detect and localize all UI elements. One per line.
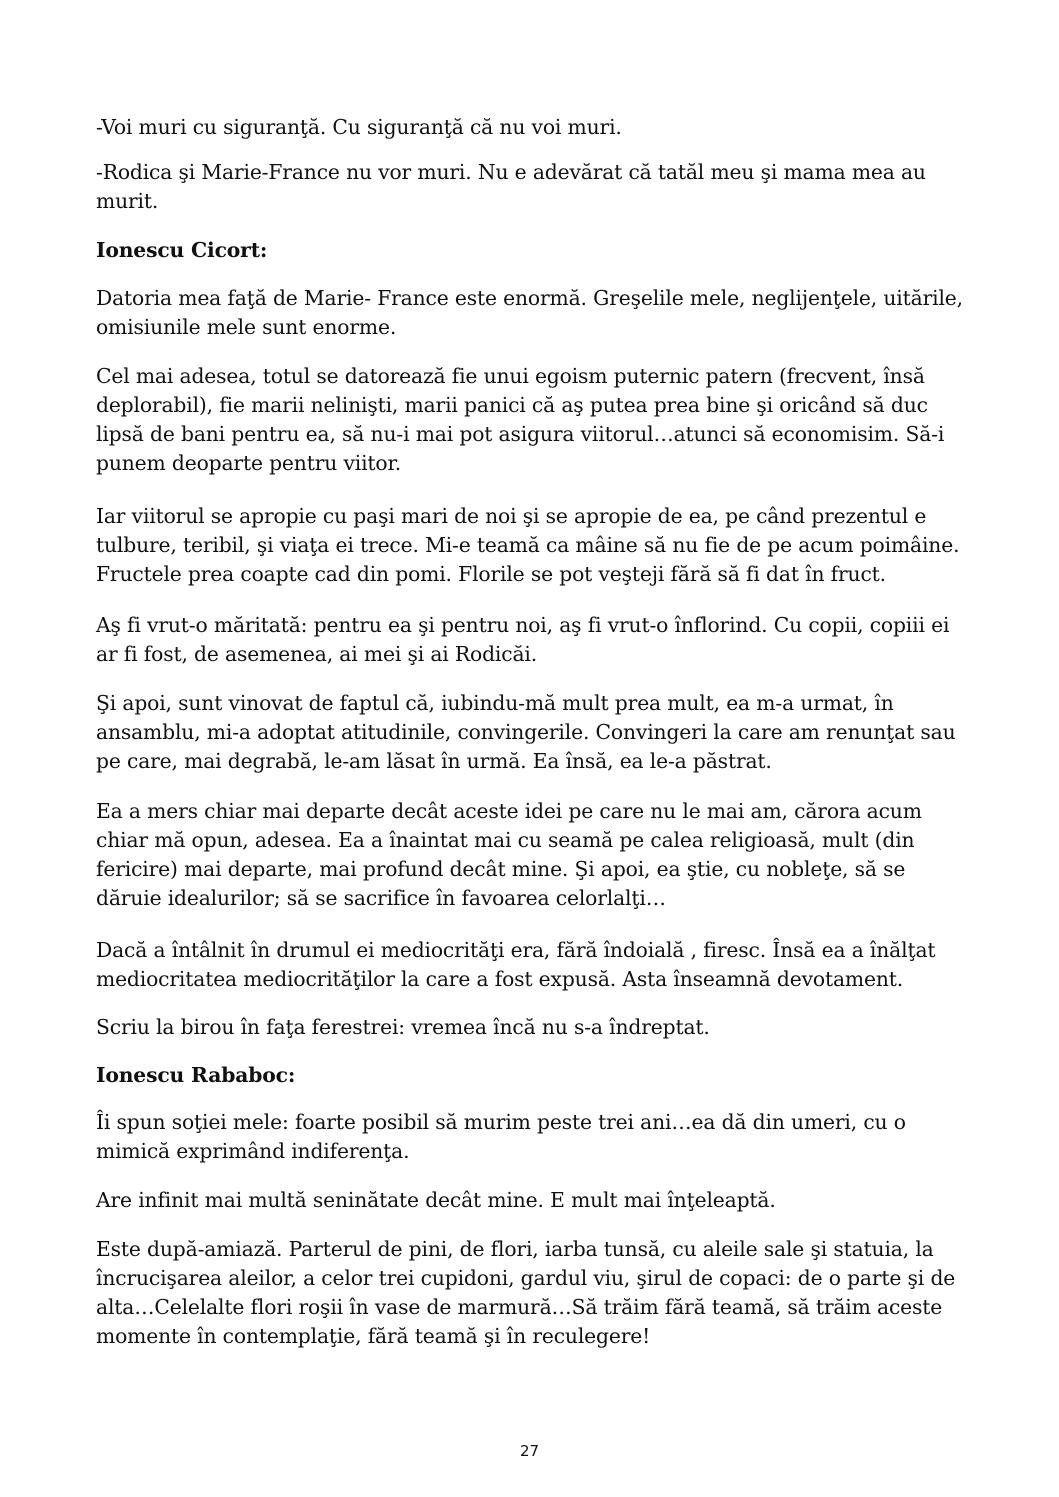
speaker-heading-rababoc — [96, 1061, 976, 1090]
text-line: Scriu la birou în faţa ferestrei: vremea încă nu s-a îndreptat. — [96, 1015, 710, 1039]
text-line: omisiunile mele sunt enorme. — [96, 315, 397, 339]
text-line: punem deoparte pentru viitor. — [96, 451, 402, 475]
text-line: Cel mai adesea, totul se datorează fie unui egoism puternic patern (frecvent, însă — [96, 364, 925, 388]
text-line: chiar mă opun, adesea. Ea a înaintat mai cu seamă pe calea religioasă, mult (din — [96, 828, 915, 852]
paragraph-12 — [96, 1186, 976, 1215]
paragraph-3 — [96, 284, 976, 342]
text-line: Dacă a întâlnit în drumul ei mediocrităţi era, fără îndoială , firesc. Însă ea a înălţat — [96, 938, 936, 962]
speaker-heading-cicort — [96, 236, 976, 265]
page-number: 27 — [519, 1442, 540, 1460]
text-line: dăruie idealurilor; să se sacrifice în favoarea celorlalţi… — [96, 886, 666, 910]
text-line: murit. — [96, 189, 159, 213]
text-line: momente în contemplaţie, fără teamă şi în reculegere! — [96, 1324, 651, 1348]
paragraph-6 — [96, 611, 976, 669]
text-line: Este după-amiază. Parterul de pini, de flori, iarba tunsă, cu aleile sale şi statuia, la — [96, 1237, 934, 1261]
paragraph-13 — [96, 1235, 976, 1351]
text-line: mediocritatea mediocrităţilor la care a fost expusă. Asta înseamnă devotament. — [96, 967, 904, 991]
text-line: alta…Celelalte flori roşii în vase de marmură…Să trăim fără teamă, să trăim aceste — [96, 1295, 943, 1319]
heading-text: Ionescu Cicort: — [96, 238, 268, 262]
paragraph-7 — [96, 689, 976, 776]
paragraph-9 — [96, 936, 976, 994]
text-line: Datoria mea faţă de Marie- France este enormă. Greşelile mele, neglijenţele, uitările, — [96, 286, 963, 310]
text-line: -Voi muri cu siguranţă. Cu siguranţă că nu voi muri. — [96, 115, 622, 139]
text-line: Şi apoi, sunt vinovat de faptul că, iubindu-mă mult prea mult, ea m-a urmat, în — [96, 691, 894, 715]
text-line: -Rodica şi Marie-France nu vor muri. Nu e adevărat că tatăl meu şi mama mea au — [96, 160, 926, 184]
text-line: fericire) mai departe, mai profund decât mine. Şi apoi, ea ştie, cu nobleţe, să se — [96, 857, 906, 881]
heading-text: Ionescu Rababoc: — [96, 1063, 296, 1087]
paragraph-11 — [96, 1108, 976, 1166]
text-line: deplorabil), fie marii nelinişti, marii panici că aş putea prea bine şi oricând să duc — [96, 393, 928, 417]
paragraph-10 — [96, 1013, 976, 1042]
paragraph-8 — [96, 797, 976, 913]
text-line: Iar viitorul se apropie cu paşi mari de noi şi se apropie de ea, pe când prezentul e — [96, 504, 927, 528]
text-line: pe care, mai degrabă, le-am lăsat în urmă. Ea însă, ea le-a păstrat. — [96, 749, 772, 773]
text-line: tulbure, teribil, şi viaţa ei trece. Mi-e teamă ca mâine să nu fie de pe acum poimâine. — [96, 533, 960, 557]
text-line: Ea a mers chiar mai departe decât aceste idei pe care nu le mai am, cărora acum — [96, 799, 922, 823]
paragraph-5 — [96, 502, 976, 589]
text-line: mimică exprimând indiferenţa. — [96, 1139, 410, 1163]
paragraph-1 — [96, 113, 976, 142]
text-line: încrucişarea aleilor, a celor trei cupidoni, gardul viu, şirul de copaci: de o parte şi de — [96, 1266, 956, 1290]
text-line: lipsă de bani pentru ea, să nu-i mai pot asigura viitorul…atunci să economisim. Să-i — [96, 422, 945, 446]
text-line: Îi spun soţiei mele: foarte posibil să murim peste trei ani…ea dă din umeri, cu o — [96, 1110, 906, 1134]
paragraph-2 — [96, 158, 976, 216]
text-line: Are infinit mai multă seninătate decât mine. E mult mai înţeleaptă. — [96, 1188, 776, 1212]
text-line: ansamblu, mi-a adoptat atitudinile, convingerile. Convingeri la care am renunţat sau — [96, 720, 956, 744]
text-line: Fructele prea coapte cad din pomi. Florile se pot veşteji fără să fi dat în fruct. — [96, 562, 886, 586]
text-line: ar fi fost, de asemenea, ai mei şi ai Rodicăi. — [96, 642, 538, 666]
text-line: Aş fi vrut-o măritată: pentru ea şi pentru noi, aş fi vrut-o înflorind. Cu copii, copiii ei — [96, 613, 950, 637]
paragraph-4 — [96, 362, 976, 478]
